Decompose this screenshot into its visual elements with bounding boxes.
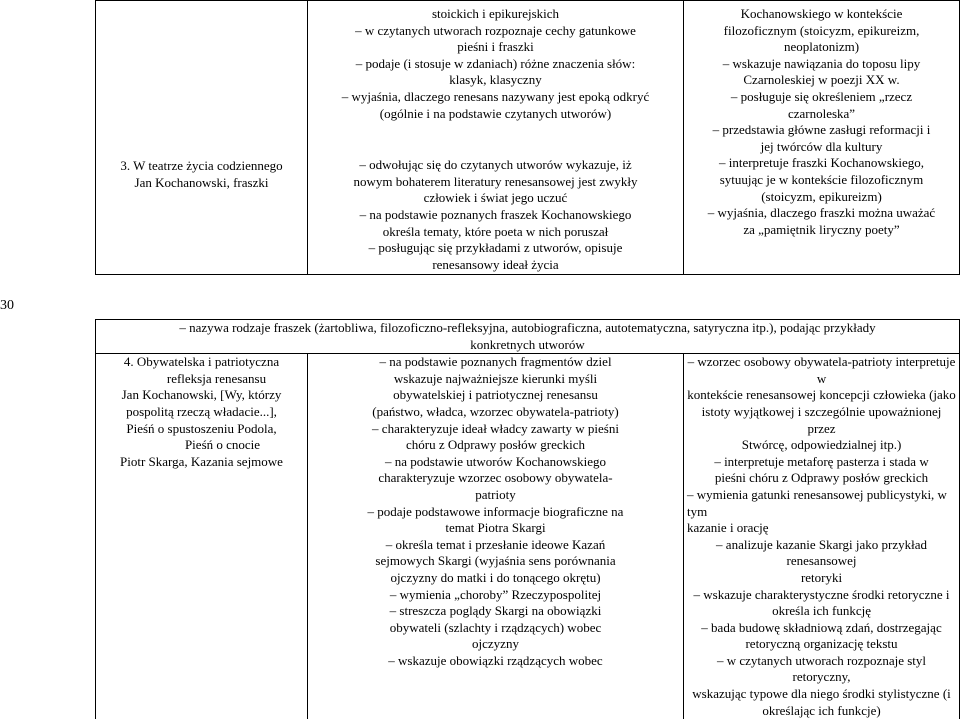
spacer (311, 138, 680, 157)
cell-line: filozoficznym (stoicyzm, epikureizm, (723, 22, 920, 38)
cell-line: patrioty (475, 486, 516, 502)
topic-cell (96, 354, 308, 719)
cell-line: – w czytanych utworach rozpoznaje cechy gatunkowe (355, 22, 636, 38)
cell-line: sytuując je w kontekście filozoficznym (719, 171, 924, 187)
cell-line: renesansowy ideał życia (432, 256, 559, 272)
page-number: 30 (0, 298, 14, 313)
full-width-cell (96, 320, 960, 354)
cell-line: chóru z Odprawy posłów greckich (405, 437, 586, 453)
cell-line: – podaje (i stosuje w zdaniach) różne znaczenia słów: (355, 55, 636, 71)
cell-line: temat Piotra Skargi (445, 520, 546, 536)
cell-line: czarnoleska” (787, 105, 856, 121)
basic-requirements-cell (308, 354, 684, 719)
extended-requirements-cell (684, 1, 960, 275)
cell-line: – podaje podstawowe informacje biograficzne na (367, 503, 624, 519)
cell-line: neoplatonizm) (783, 39, 860, 55)
cell-line: stoickich i epikurejskich (431, 6, 560, 21)
cell-line: retoryki (800, 569, 843, 585)
cell-line: – wskazuje nawiązania do toposu lipy (722, 55, 921, 71)
cell-line: Kochanowskiego w kontekście (740, 6, 903, 21)
cell-line: – wskazuje charakterystyczne środki retoryczne i (693, 586, 950, 602)
cell-line: – interpretuje fraszki Kochanowskiego, (718, 155, 925, 171)
cell-line: klasyk, klasyczny (449, 72, 542, 88)
cell-line: Pieśń o spustoszeniu Podola, (126, 420, 277, 436)
cell-line: 4. Obywatelska i patriotyczna (123, 354, 280, 370)
cell-line: – wzorzec osobowy obywatela-patrioty interpretuje w (687, 354, 956, 386)
cell-line: – wskazuje obowiązki rządzących wobec (388, 652, 603, 668)
cell-line: – przedstawia główne zasługi reformacji i (712, 122, 931, 138)
cell-line: (ogólnie i na podstawie czytanych utworów) (379, 105, 612, 121)
cell-line: Piotr Skarga, Kazania sejmowe (120, 453, 283, 469)
cell-line: – wymienia gatunki renesansowej publicystyki, w tym (687, 486, 947, 519)
cell-line: – na podstawie utworów Kochanowskiego (385, 453, 606, 469)
cell-line: – bada budowę składniową zdań, dostrzegając (701, 619, 942, 635)
cell-line: nowym bohaterem literatury renesansowej jest zwykły (353, 173, 638, 189)
table-row (96, 354, 960, 719)
cell-line: 3. W teatrze życia codziennego (120, 158, 283, 173)
cell-line: – w czytanych utworach rozpoznaje styl retoryczny, (717, 652, 927, 685)
table-row (96, 320, 960, 354)
table-row (96, 1, 960, 275)
cell-line: sejmowych Skargi (wyjaśnia sens porównania (375, 553, 616, 569)
cell-line: jej twórców dla kultury (760, 138, 883, 154)
cell-line: – interpretuje metaforę pasterza i stada w (714, 453, 929, 469)
cell-line: – na podstawie poznanych fragmentów dziel (379, 354, 612, 370)
cell-line: wskazuje najważniejsze kierunki myśli (393, 370, 598, 386)
spacer (311, 122, 680, 138)
cell-line: Czarnoleskiej w poezji XX w. (743, 72, 900, 88)
basic-requirements-cell (308, 1, 684, 275)
cell-line: istoty wyjątkowej i szczególnie upoważnionej przez (701, 403, 942, 436)
cell-line: określa ich funkcję (772, 603, 871, 619)
cell-line: (państwo, władca, wzorzec obywatela-patrioty) (372, 403, 619, 419)
cell-line: ojczyzny do matki i do tonącego okrętu) (390, 569, 601, 585)
cell-line: – posługując się przykładami z utworów, opisuje (368, 240, 623, 256)
cell-line: retoryczną organizację tekstu (745, 636, 898, 652)
cell-line: – określa temat i przesłanie ideowe Kazań (385, 536, 606, 552)
cell-line: Jan Kochanowski, [Wy, którzy (121, 387, 282, 403)
cell-line: – charakteryzuje ideał władcy zawarty w pieśni (372, 420, 619, 436)
cell-line: charakteryzuje wzorzec osobowy obywatela- (378, 470, 613, 486)
cell-line: obywateli (szlachty i rządzących) wobec (389, 619, 602, 635)
cell-line: (stoicyzm, epikureizm) (761, 188, 882, 204)
cell-line: – odwołując się do czytanych utworów wykazuje, iż (359, 157, 632, 173)
cell-line: pieśni chóru z Odprawy posłów greckich (714, 470, 929, 486)
cell-line: określa tematy, które poeta w nich poruszał (382, 223, 609, 239)
cell-line: ojczyzny (472, 636, 519, 652)
cell-line: za „pamiętnik liryczny poety” (743, 221, 900, 237)
cell-line: pospolitą rzeczą władacie...], (126, 403, 277, 419)
cell-line: – posługuje się określeniem „rzecz (730, 88, 913, 104)
cell-line: – analizuje kazanie Skargi jako przykład renesansowej (716, 536, 927, 569)
cell-line: refleksja renesansu (166, 370, 267, 386)
cell-line: obywatelskiej i patriotycznej renesansu (393, 387, 598, 403)
cell-line: – nazywa rodzaje fraszek (żartobliwa, filozoficzno-refleksyjna, autobiograficzna, autotematyczna, satyryczna itp.), podając przykłady (179, 320, 876, 335)
cell-line: – wymienia „choroby” Rzeczypospolitej (389, 586, 602, 602)
cell-line: określając ich funkcje) (762, 702, 881, 718)
cell-line: kazanie i orację (687, 520, 769, 536)
cell-line: – na podstawie poznanych fraszek Kochanowskiego (359, 206, 632, 222)
bottom-table (95, 319, 960, 719)
cell-line: – streszcza poglądy Skargi na obowiązki (389, 603, 602, 619)
cell-line: kontekście renesansowej koncepcji człowieka (jako (687, 387, 956, 403)
cell-line: – wyjaśnia, dlaczego renesans nazywany jest epoką odkryć (341, 88, 650, 104)
cell-line: – wyjaśnia, dlaczego fraszki można uważać (707, 205, 936, 221)
extended-requirements-cell (684, 354, 960, 719)
cell-line: Stwórcę, odpowiedzialnej itp.) (741, 437, 902, 453)
cell-line: człowiek i świat jego uczuć (423, 190, 568, 206)
cell-line: pieśni i fraszki (457, 39, 534, 55)
cell-line: wskazując typowe dla niego środki stylistyczne (i (692, 686, 951, 702)
topic-cell (96, 1, 308, 275)
cell-line: Jan Kochanowski, fraszki (134, 174, 269, 190)
cell-line: konkretnych utworów (470, 336, 585, 352)
top-table (95, 0, 960, 275)
cell-line: Pieśń o cnocie (184, 437, 261, 453)
